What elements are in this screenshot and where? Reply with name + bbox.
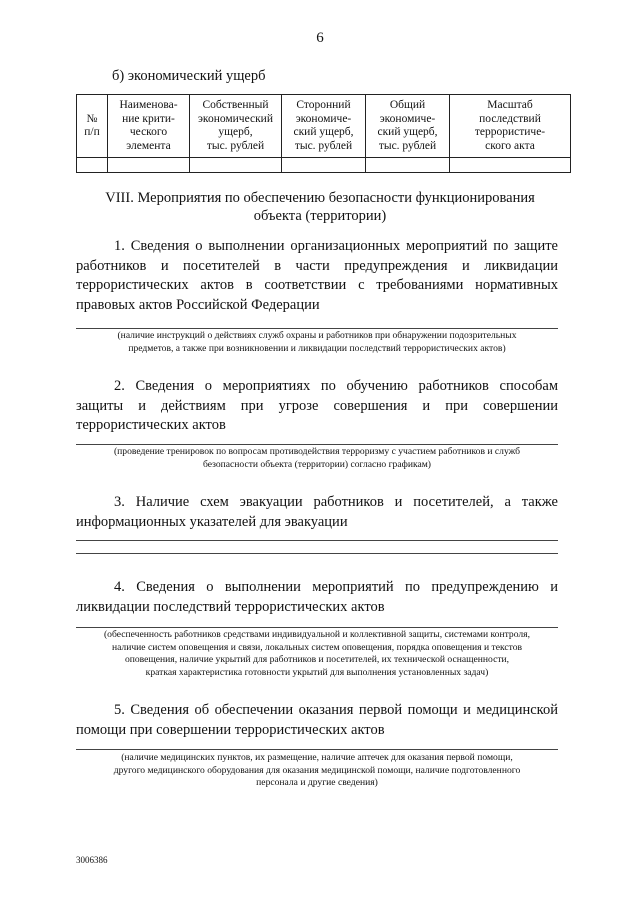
item-1-note — [76, 330, 558, 355]
header-text: ского акта — [485, 139, 535, 152]
table-cell — [190, 158, 282, 173]
header-number — [77, 95, 108, 158]
item-2-fill-line[interactable] — [76, 444, 558, 445]
item-2-text: 2. Сведения о мероприятиях по обучению работников способам защиты и действиям при угрозе совершения и при совершении террористических актов — [76, 378, 558, 433]
note-line: персонала и другие сведения) — [256, 777, 378, 788]
item-4-paragraph — [76, 578, 558, 617]
header-text: Сторонний — [296, 99, 351, 111]
table-cell — [108, 158, 190, 173]
note-line: наличие систем оповещения и связи, локальных систем оповещения, порядка оповещения и текстов — [111, 641, 523, 653]
item-4-text: 4. Сведения о выполнении мероприятий по предупреждению и ликвидации последствий террористических актов — [76, 579, 558, 615]
header-text: тыс. рублей — [378, 139, 437, 152]
item-2-paragraph — [76, 377, 558, 436]
header-text: Общий — [389, 99, 426, 111]
note-line: краткая характеристика готовности укрытий для выполнения установленных задач) — [145, 666, 489, 678]
note-line: (обеспеченность работников средствами индивидуальной и коллективной защиты, системами контроля, — [103, 629, 530, 640]
footer-code: 3006386 — [76, 855, 108, 865]
header-text: Наименова- — [119, 99, 178, 111]
section-title-line: объекта (территории) — [253, 208, 387, 224]
item-1-fill-line[interactable] — [76, 328, 558, 329]
table-cell — [77, 158, 108, 173]
item-1-text: 1. Сведения о выполнении организационных мероприятий по защите работников и посетителей в части предупреждения и ликвидации террористических актов в соответствии с требованиями нормативных правовых актов Российской Федерации — [76, 238, 558, 313]
section-title-line: VIII. Мероприятия по обеспечению безопасности функционирования — [105, 190, 535, 206]
note-line: безопасности объекта (территории) согласно графикам) — [202, 458, 432, 470]
header-text: п/п — [84, 126, 100, 138]
section-title — [100, 189, 540, 225]
note-line: оповещения, наличие укрытий для работников и посетителей, их технической оснащенности, — [124, 654, 510, 665]
note-line: (проведение тренировок по вопросам противодействия терроризму с участием работников и служб — [113, 446, 521, 457]
item-3-text: 3. Наличие схем эвакуации работников и посетителей, а также информационных указателей для эвакуации — [76, 494, 558, 530]
header-text: Собственный — [202, 99, 269, 111]
item-4-note — [76, 629, 558, 679]
page-number: 6 — [316, 30, 324, 46]
header-text: экономиче- — [295, 112, 352, 125]
note-line: предметов, а также при возникновении и ликвидации последствий террористических актов) — [128, 342, 506, 354]
table-cell — [366, 158, 450, 173]
item-1-paragraph — [76, 237, 558, 315]
item-3-paragraph — [76, 493, 558, 532]
item-3-fill-line-2[interactable] — [76, 553, 558, 554]
header-text: последствий — [479, 112, 541, 125]
header-text: ущерб, — [218, 126, 253, 138]
header-text: террористиче- — [474, 126, 546, 138]
header-own-damage — [190, 95, 282, 158]
note-line: (наличие медицинских пунктов, их размещение, наличие аптечек для оказания первой помощи, — [121, 752, 513, 763]
header-text: экономический — [198, 112, 273, 125]
header-text: Масштаб — [487, 99, 533, 111]
note-line: другого медицинского оборудования для оказания медицинской помощи, наличие подготовленного — [113, 764, 521, 776]
header-text: элемента — [126, 139, 171, 152]
header-text: № — [86, 112, 98, 125]
header-text: ние крити- — [122, 112, 175, 125]
header-text: ский ущерб, — [293, 126, 354, 138]
header-third-party-damage — [282, 95, 366, 158]
economic-damage-table — [76, 94, 571, 173]
item-4-fill-line[interactable] — [76, 627, 558, 628]
table-row — [77, 158, 571, 173]
header-text: тыс. рублей — [294, 139, 353, 152]
header-text: экономиче- — [379, 112, 436, 125]
item-3-fill-line-1[interactable] — [76, 540, 558, 541]
header-text: ческого — [129, 126, 168, 138]
header-total-damage — [366, 95, 450, 158]
header-consequence-scale — [450, 95, 571, 158]
header-text: тыс. рублей — [206, 139, 265, 152]
item-5-text: 5. Сведения об обеспечении оказания первой помощи и медицинской помощи при совершении террористических актов — [76, 702, 558, 738]
item-5-fill-line[interactable] — [76, 749, 558, 750]
header-critical-element-name — [108, 95, 190, 158]
table-cell — [282, 158, 366, 173]
item-2-note — [76, 446, 558, 471]
subtitle-economic-damage: б) экономический ущерб — [112, 68, 266, 84]
note-line: (наличие инструкций о действиях служб охраны и работников при обнаружении подозрительных — [117, 330, 517, 341]
item-5-paragraph — [76, 701, 558, 740]
header-text: ский ущерб, — [377, 126, 438, 138]
item-5-note — [76, 752, 558, 790]
table-header-row — [77, 95, 571, 158]
table-cell — [450, 158, 571, 173]
